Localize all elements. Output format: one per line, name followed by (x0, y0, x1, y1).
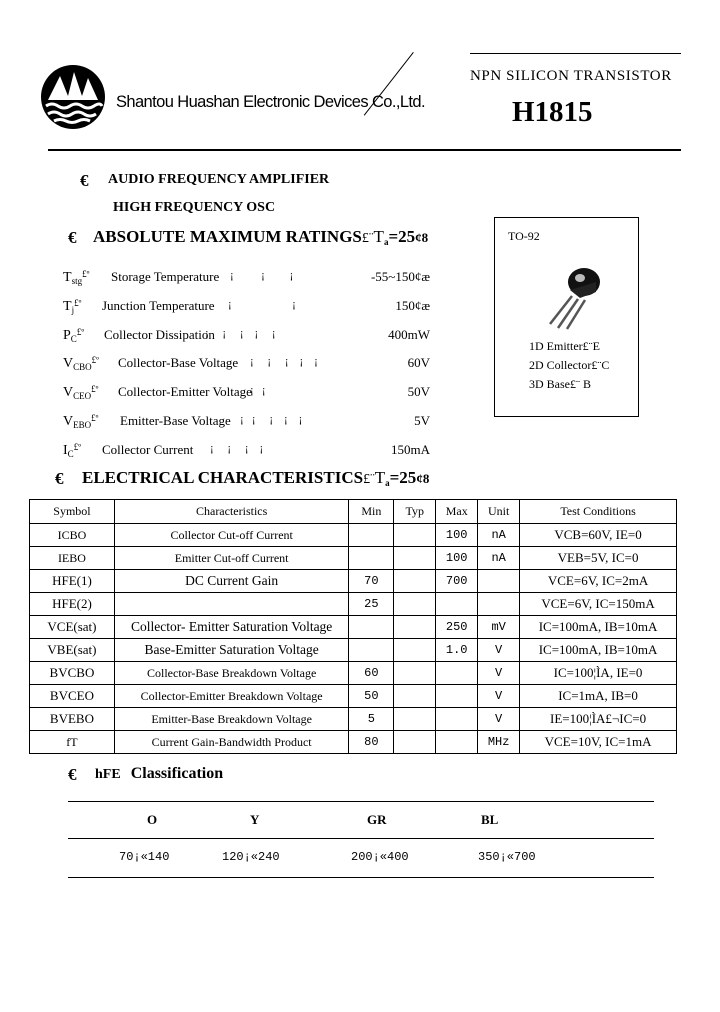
cell-symbol: HFE(1) (30, 570, 115, 593)
classification-title-sym: hFE (95, 767, 121, 782)
cell-characteristic: Collector-Base Breakdown Voltage (114, 662, 349, 685)
rating-leader: ¡ ¡ ¡ ¡ (210, 442, 264, 454)
cell-test-condition: VCB=60V, IE=0 (520, 524, 677, 547)
feature-line-1: AUDIO FREQUENCY AMPLIFIER (108, 172, 330, 187)
rating-symbol-letter: V (63, 385, 74, 400)
cell-unit: V (478, 639, 520, 662)
cell-min (349, 616, 394, 639)
cell-characteristic: Emitter-Base Breakdown Voltage (114, 708, 349, 731)
rating-symbol-sub: stg (71, 276, 83, 286)
electrical-cond-value: =25 (389, 468, 417, 487)
col-header-unit: Unit (478, 500, 520, 524)
cell-symbol: fT (30, 731, 115, 754)
rating-symbol-letter: V (63, 356, 74, 371)
rating-label: Storage Temperature (111, 269, 220, 284)
cell-min: 25 (349, 593, 394, 616)
cell-typ (394, 662, 436, 685)
cell-max (436, 708, 478, 731)
electrical-title: ELECTRICAL $CHARACTERISTICS£¨T_a=25¢8$ (82, 468, 430, 488)
rating-symbol-letter: T (63, 299, 72, 314)
cell-max (436, 593, 478, 616)
cell-max: 250 (436, 616, 478, 639)
electrical-cond-sub: a (385, 478, 390, 488)
cell-typ (394, 708, 436, 731)
electrical-cond-unit: ¢8 (416, 471, 430, 486)
table-row (30, 639, 677, 662)
cell-test-condition: IC=100¦ÌA, IE=0 (520, 662, 677, 685)
rating-symbol-sub: CBO (73, 362, 92, 372)
part-number: H1815 (512, 96, 593, 128)
rating-value: 400mW (388, 327, 430, 342)
classification-title (95, 765, 223, 783)
cell-symbol: VBE(sat) (30, 639, 115, 662)
abs-max-cond-value: =25 (388, 227, 416, 246)
product-type: NPN SILICON TRANSISTOR (470, 68, 672, 84)
rating-symbol (63, 384, 98, 401)
cell-unit: V (478, 685, 520, 708)
hfe-class-range: 200¡«400 (351, 850, 409, 864)
cell-symbol: ICBO (30, 524, 115, 547)
pin-3-label: 3D Base£¨ B (529, 377, 591, 391)
cell-test-condition: VEB=5V, IC=0 (520, 547, 677, 570)
cell-symbol: BVCBO (30, 662, 115, 685)
col-header-min: Min (349, 500, 394, 524)
cell-unit: MHz (478, 731, 520, 754)
cell-min: 5 (349, 708, 394, 731)
feature-line-2: HIGH FREQUENCY OSC (113, 200, 276, 215)
cell-typ (394, 524, 436, 547)
rating-value: 150¢æ (395, 298, 430, 313)
rating-label: Collector-Emitter Voltage (118, 384, 252, 399)
cell-unit: V (478, 708, 520, 731)
cell-symbol: BVCEO (30, 685, 115, 708)
cell-unit: nA (478, 524, 520, 547)
bullet-icon: € (80, 171, 89, 190)
classification-mid-rule (68, 838, 654, 839)
cell-typ (394, 547, 436, 570)
company-name: Shantou Huashan Electronic Devices Co.,Ltd. (116, 93, 425, 111)
rating-symbol-mark: £º (91, 355, 99, 365)
cell-min: 60 (349, 662, 394, 685)
rating-value: 50V (407, 384, 430, 399)
cell-characteristic: Current Gain-Bandwidth Product (114, 731, 349, 754)
table-row (30, 708, 677, 731)
hfe-class-name: BL (481, 812, 499, 827)
rating-symbol-mark: £º (91, 384, 99, 394)
cell-characteristic: Emitter Cut-off Current (114, 547, 349, 570)
rating-symbol (63, 442, 81, 459)
rating-row (63, 355, 443, 375)
cell-typ (394, 616, 436, 639)
rating-row (63, 442, 443, 462)
rating-leader: ¡ ¡ ¡ ¡ ¡ (250, 355, 318, 367)
rating-row (63, 413, 443, 433)
classification-title-text: Classification (130, 765, 224, 782)
cell-max (436, 685, 478, 708)
rating-leader: ¡ ¡ (228, 298, 296, 310)
cell-symbol: IEBO (30, 547, 115, 570)
rating-symbol-sub: C (67, 449, 74, 459)
rating-symbol-mark: £º (74, 298, 82, 308)
bullet-icon: € (68, 765, 77, 784)
cell-typ (394, 593, 436, 616)
rating-symbol-mark: £º (91, 413, 99, 423)
cell-max (436, 662, 478, 685)
to92-package-icon (540, 262, 610, 330)
cell-typ (394, 639, 436, 662)
rating-symbol (63, 355, 99, 372)
cell-unit (478, 570, 520, 593)
cell-symbol: BVEBO (30, 708, 115, 731)
cell-typ (394, 685, 436, 708)
hfe-class-name: GR (367, 812, 387, 827)
electrical-cond-t: T (374, 468, 386, 487)
rating-symbol-sub: CEO (73, 391, 92, 401)
cell-test-condition: IC=1mA, IB=0 (520, 685, 677, 708)
cell-unit: mV (478, 616, 520, 639)
abs-max-cond-sub: a (383, 237, 389, 247)
rating-value: 5V (414, 413, 430, 428)
cell-max (436, 731, 478, 754)
rating-label: Collector-Base Voltage (118, 355, 239, 370)
cell-max: 100 (436, 524, 478, 547)
cell-min: 50 (349, 685, 394, 708)
table-row (30, 731, 677, 754)
cell-max: 100 (436, 547, 478, 570)
hfe-class-name: O (147, 812, 158, 827)
cell-max: 1.0 (436, 639, 478, 662)
rating-value: 60V (407, 355, 430, 370)
cell-test-condition: VCE=6V, IC=2mA (520, 570, 677, 593)
table-row (30, 616, 677, 639)
col-header-max: Max (436, 500, 478, 524)
hfe-class-range: 120¡«240 (222, 850, 280, 864)
cell-unit (478, 593, 520, 616)
col-header-symbol: Symbol (30, 500, 115, 524)
cell-test-condition: VCE=10V, IC=1mA (520, 731, 677, 754)
rating-value: -55~150¢æ (370, 269, 430, 284)
cell-characteristic: Collector- Emitter Saturation Voltage (114, 616, 349, 639)
rating-symbol-sub: C (70, 334, 77, 344)
table-row (30, 593, 677, 616)
company-logo-icon (38, 62, 108, 132)
cell-typ (394, 570, 436, 593)
cell-test-condition: IC=100mA, IB=10mA (520, 616, 677, 639)
cell-max: 700 (436, 570, 478, 593)
rating-symbol (63, 327, 84, 344)
table-row (30, 524, 677, 547)
header-rule (48, 149, 681, 151)
cell-characteristic: Collector-Emitter Breakdown Voltage (114, 685, 349, 708)
table-row (30, 662, 677, 685)
rating-symbol-letter: T (63, 270, 72, 285)
abs-max-cond-t: T (373, 227, 384, 246)
table-row (30, 547, 677, 570)
bullet-icon: € (55, 469, 64, 488)
hfe-class-range: 70¡«140 (119, 850, 170, 864)
cell-unit: V (478, 662, 520, 685)
hfe-class-name: Y (250, 812, 260, 827)
rating-value: 150mA (391, 442, 430, 457)
table-row (30, 570, 677, 593)
cell-min (349, 547, 394, 570)
rating-symbol (63, 413, 98, 430)
rating-symbol-letter: I (63, 443, 68, 458)
table-row (30, 685, 677, 708)
rating-leader: ¡ ¡ ¡ ¡ ¡ (205, 327, 276, 339)
rating-symbol-letter: V (63, 414, 74, 429)
abs-max-title-text: ABSOLUTE MAXIMUM RATINGS (93, 227, 362, 246)
rating-symbol-mark: £º (73, 442, 81, 452)
rating-symbol-letter: P (63, 328, 71, 343)
rating-symbol-sub: EBO (73, 420, 92, 430)
col-header-test-conditions: Test Conditions (520, 500, 677, 524)
rating-label: Junction Temperature (102, 298, 215, 313)
rating-label: Emitter-Base Voltage (120, 413, 231, 428)
table-header-row (30, 500, 677, 524)
cell-unit: nA (478, 547, 520, 570)
header-top-line (470, 53, 681, 54)
classification-top-rule (68, 801, 654, 802)
rating-label: Collector Dissipation (104, 327, 215, 342)
cell-typ (394, 731, 436, 754)
rating-row (63, 384, 443, 404)
cell-characteristic: Base-Emitter Saturation Voltage (114, 639, 349, 662)
cell-characteristic: DC Current Gain (114, 570, 349, 593)
cell-test-condition: IE=100¦ÌA£¬IC=0 (520, 708, 677, 731)
cell-characteristic: Collector Cut-off Current (114, 524, 349, 547)
col-header-typ: Typ (394, 500, 436, 524)
rating-leader: ¡ ¡ ¡ (230, 269, 294, 281)
rating-symbol (63, 269, 89, 286)
pin-2-label: 2D Collector£¨C (529, 358, 610, 372)
cell-min: 80 (349, 731, 394, 754)
package-name: TO-92 (508, 229, 540, 243)
rating-symbol (63, 298, 81, 315)
rating-row (63, 327, 443, 347)
cell-test-condition: IC=100mA, IB=10mA (520, 639, 677, 662)
rating-symbol-mark: £º (76, 327, 85, 337)
cell-min (349, 639, 394, 662)
electrical-characteristics-table (29, 499, 677, 754)
rating-symbol-mark: £º (82, 269, 90, 279)
abs-max-cond-unit: ¢8 (415, 230, 429, 245)
cell-characteristic (114, 593, 349, 616)
hfe-class-range: 350¡«700 (478, 850, 536, 864)
abs-max-title: ABSOLUTE MAXIMUM $RATINGS£¨T_a=25¢8$ (93, 227, 429, 247)
rating-label: Collector Current (102, 442, 194, 457)
rating-row (63, 269, 443, 289)
cell-min (349, 524, 394, 547)
cell-test-condition: VCE=6V, IC=150mA (520, 593, 677, 616)
cell-min: 70 (349, 570, 394, 593)
col-header-characteristics: Characteristics (114, 500, 349, 524)
cell-symbol: HFE(2) (30, 593, 115, 616)
classification-bottom-rule (68, 877, 654, 878)
rating-leader: ¡ ¡ ¡ ¡ ¡ (240, 413, 303, 425)
bullet-icon: € (68, 228, 77, 247)
rating-row (63, 298, 443, 318)
rating-leader: ¡ ¡ (250, 384, 266, 396)
pin-1-label: 1D Emitter£¨E (529, 339, 600, 353)
electrical-title-text: ELECTRICAL CHARACTERISTICS (82, 468, 364, 487)
rating-symbol-sub: j (71, 305, 75, 315)
cell-symbol: VCE(sat) (30, 616, 115, 639)
